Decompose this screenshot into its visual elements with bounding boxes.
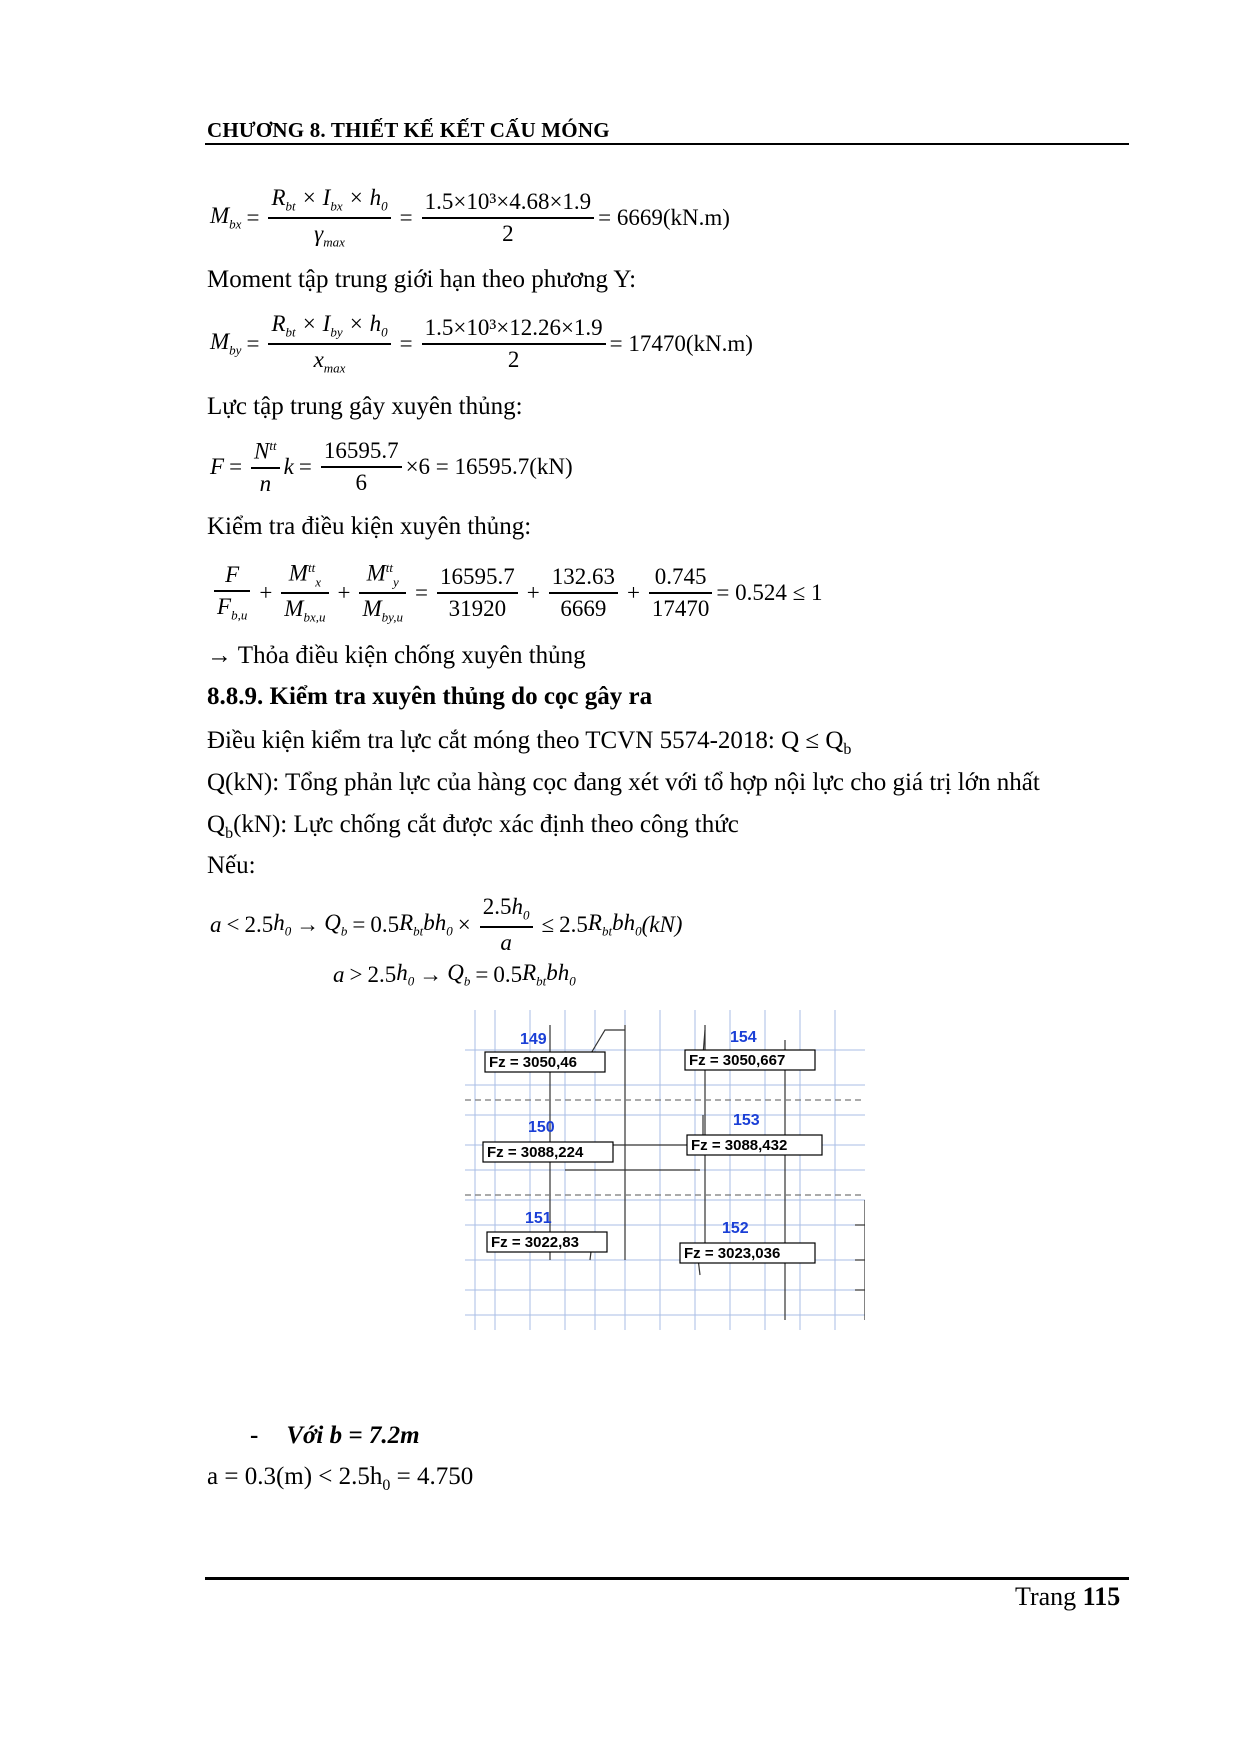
para-qb: $Q_b(kN)$: Lực chống cắt được xác định theo công thức	[207, 811, 739, 842]
f-num: 16595.7	[321, 438, 402, 468]
eq-check: $\frac{F}{F_{b,u}}$ + $\frac{M^{tt}_x}{M_{bx,u}}$ + $\frac{M^{tt}_y}{M_{by,u}}$ = $\frac{16595.7}{31920}$ + $\frac{132.63}{6669}$ + $\frac{0.745}{17470}$ = 0.524 ≤ 1	[210, 560, 823, 626]
pile-id-154: 154	[730, 1029, 757, 1046]
pile-fz-152: Fz = 3023,036	[684, 1245, 781, 1262]
mby-result: = 17470(kN.m)	[609, 330, 753, 356]
mby-num: 1.5×10³×12.26×1.9	[422, 315, 606, 345]
pile-fz-151: Fz = 3022,83	[491, 1234, 579, 1251]
text-ok: → Thỏa điều kiện chống xuyên thủng	[207, 642, 586, 669]
eq-force: F = $\frac{N^{tt}}{n}$ k = $\frac{16595.7}{6}$ ×6 = 16595.7(kN)	[210, 438, 573, 496]
check-v1n: 16595.7	[437, 564, 518, 594]
check-v2n: 132.63	[549, 564, 618, 594]
f-den: 6	[355, 470, 367, 496]
para-a: $a = 0.3(m) < 2.5h_0 = 4.750$	[207, 1463, 474, 1494]
mbx-num: 1.5×10³×4.68×1.9	[422, 189, 595, 219]
pile-fz-150: Fz = 3088,224	[487, 1144, 584, 1161]
pile-fz-149: Fz = 3050,46	[489, 1054, 577, 1071]
chapter-header: CHƯƠNG 8. THIẾT KẾ KẾT CẤU MÓNG	[207, 118, 610, 142]
pile-id-149: 149	[520, 1031, 547, 1048]
text-force: Lực tập trung gây xuyên thủng:	[207, 393, 523, 420]
text-moment-y: Moment tập trung giới hạn theo phương Y:	[207, 266, 637, 293]
pile-id-153: 153	[733, 1112, 760, 1129]
check-v3d: 17470	[651, 595, 710, 621]
page-number: 115	[1082, 1582, 1121, 1611]
eq-mby: $M_{by}$ = $\frac{R_{bt} \times I_{by} \times h_0}{x_{max}}$ = $\frac{\text{1.5×10³×12.26×1.9}}{2}$ = 17470(kN.m)	[210, 311, 753, 376]
header-rule	[205, 143, 1129, 145]
check-v1d: 31920	[448, 595, 507, 621]
pile-id-151: 151	[525, 1210, 552, 1227]
f-result: ×6 = 16595.7(kN)	[405, 454, 573, 480]
footer-rule	[205, 1577, 1129, 1580]
pile-labels	[483, 1029, 822, 1263]
eq-case1: a < 2.5 $h_0$ → $Q_b$ = 0.5 $R_{bt}bh_0$ × $\frac{2.5h_0}{a}$ ≤ 2.5 $R_{bt}bh_0$ (kN)	[210, 894, 683, 955]
check-result: = 0.524 ≤ 1	[716, 579, 823, 605]
bullet-item: - Với b = 7.2m	[250, 1422, 420, 1449]
para-condition: Điều kiện kiểm tra lực cắt móng theo TCVN 5574-2018: $Q \le Q_b$	[207, 727, 852, 758]
pile-id-150: 150	[528, 1119, 555, 1136]
eq-case2: a > 2.5 $h_0$ → $Q_b$ = 0.5 $R_{bt}bh_0$	[333, 960, 576, 989]
pile-fz-154: Fz = 3050,667	[689, 1052, 786, 1069]
mbx-den: 2	[502, 220, 514, 246]
check-v3n: 0.745	[649, 564, 713, 594]
para-if: Nếu:	[207, 852, 256, 879]
section-title: 8.8.9. Kiểm tra xuyên thủng do cọc gây ra	[207, 683, 653, 710]
page-footer: Trang 115	[1015, 1582, 1121, 1611]
mby-den: 2	[507, 346, 520, 372]
pile-id-152: 152	[722, 1220, 749, 1237]
check-v2d: 6669	[560, 595, 607, 621]
text-check: Kiểm tra điều kiện xuyên thủng:	[207, 513, 532, 540]
mbx-result: = 6669(kN.m)	[598, 204, 730, 230]
para-q: Q(kN): Tổng phản lực của hàng cọc đang xét với tổ hợp nội lực cho giá trị lớn nhất	[207, 769, 1040, 796]
eq-mbx: $M_{bx}$ = $\frac{R_{bt} \times I_{bx} \times h_0}{\gamma_{max}}$ = $\frac{\text{1.5×10³×4.68×1.9}}{2}$ = 6669(kN.m)	[210, 185, 730, 250]
pile-fz-153: Fz = 3088,432	[691, 1137, 788, 1154]
pile-reaction-figure	[465, 1010, 865, 1330]
